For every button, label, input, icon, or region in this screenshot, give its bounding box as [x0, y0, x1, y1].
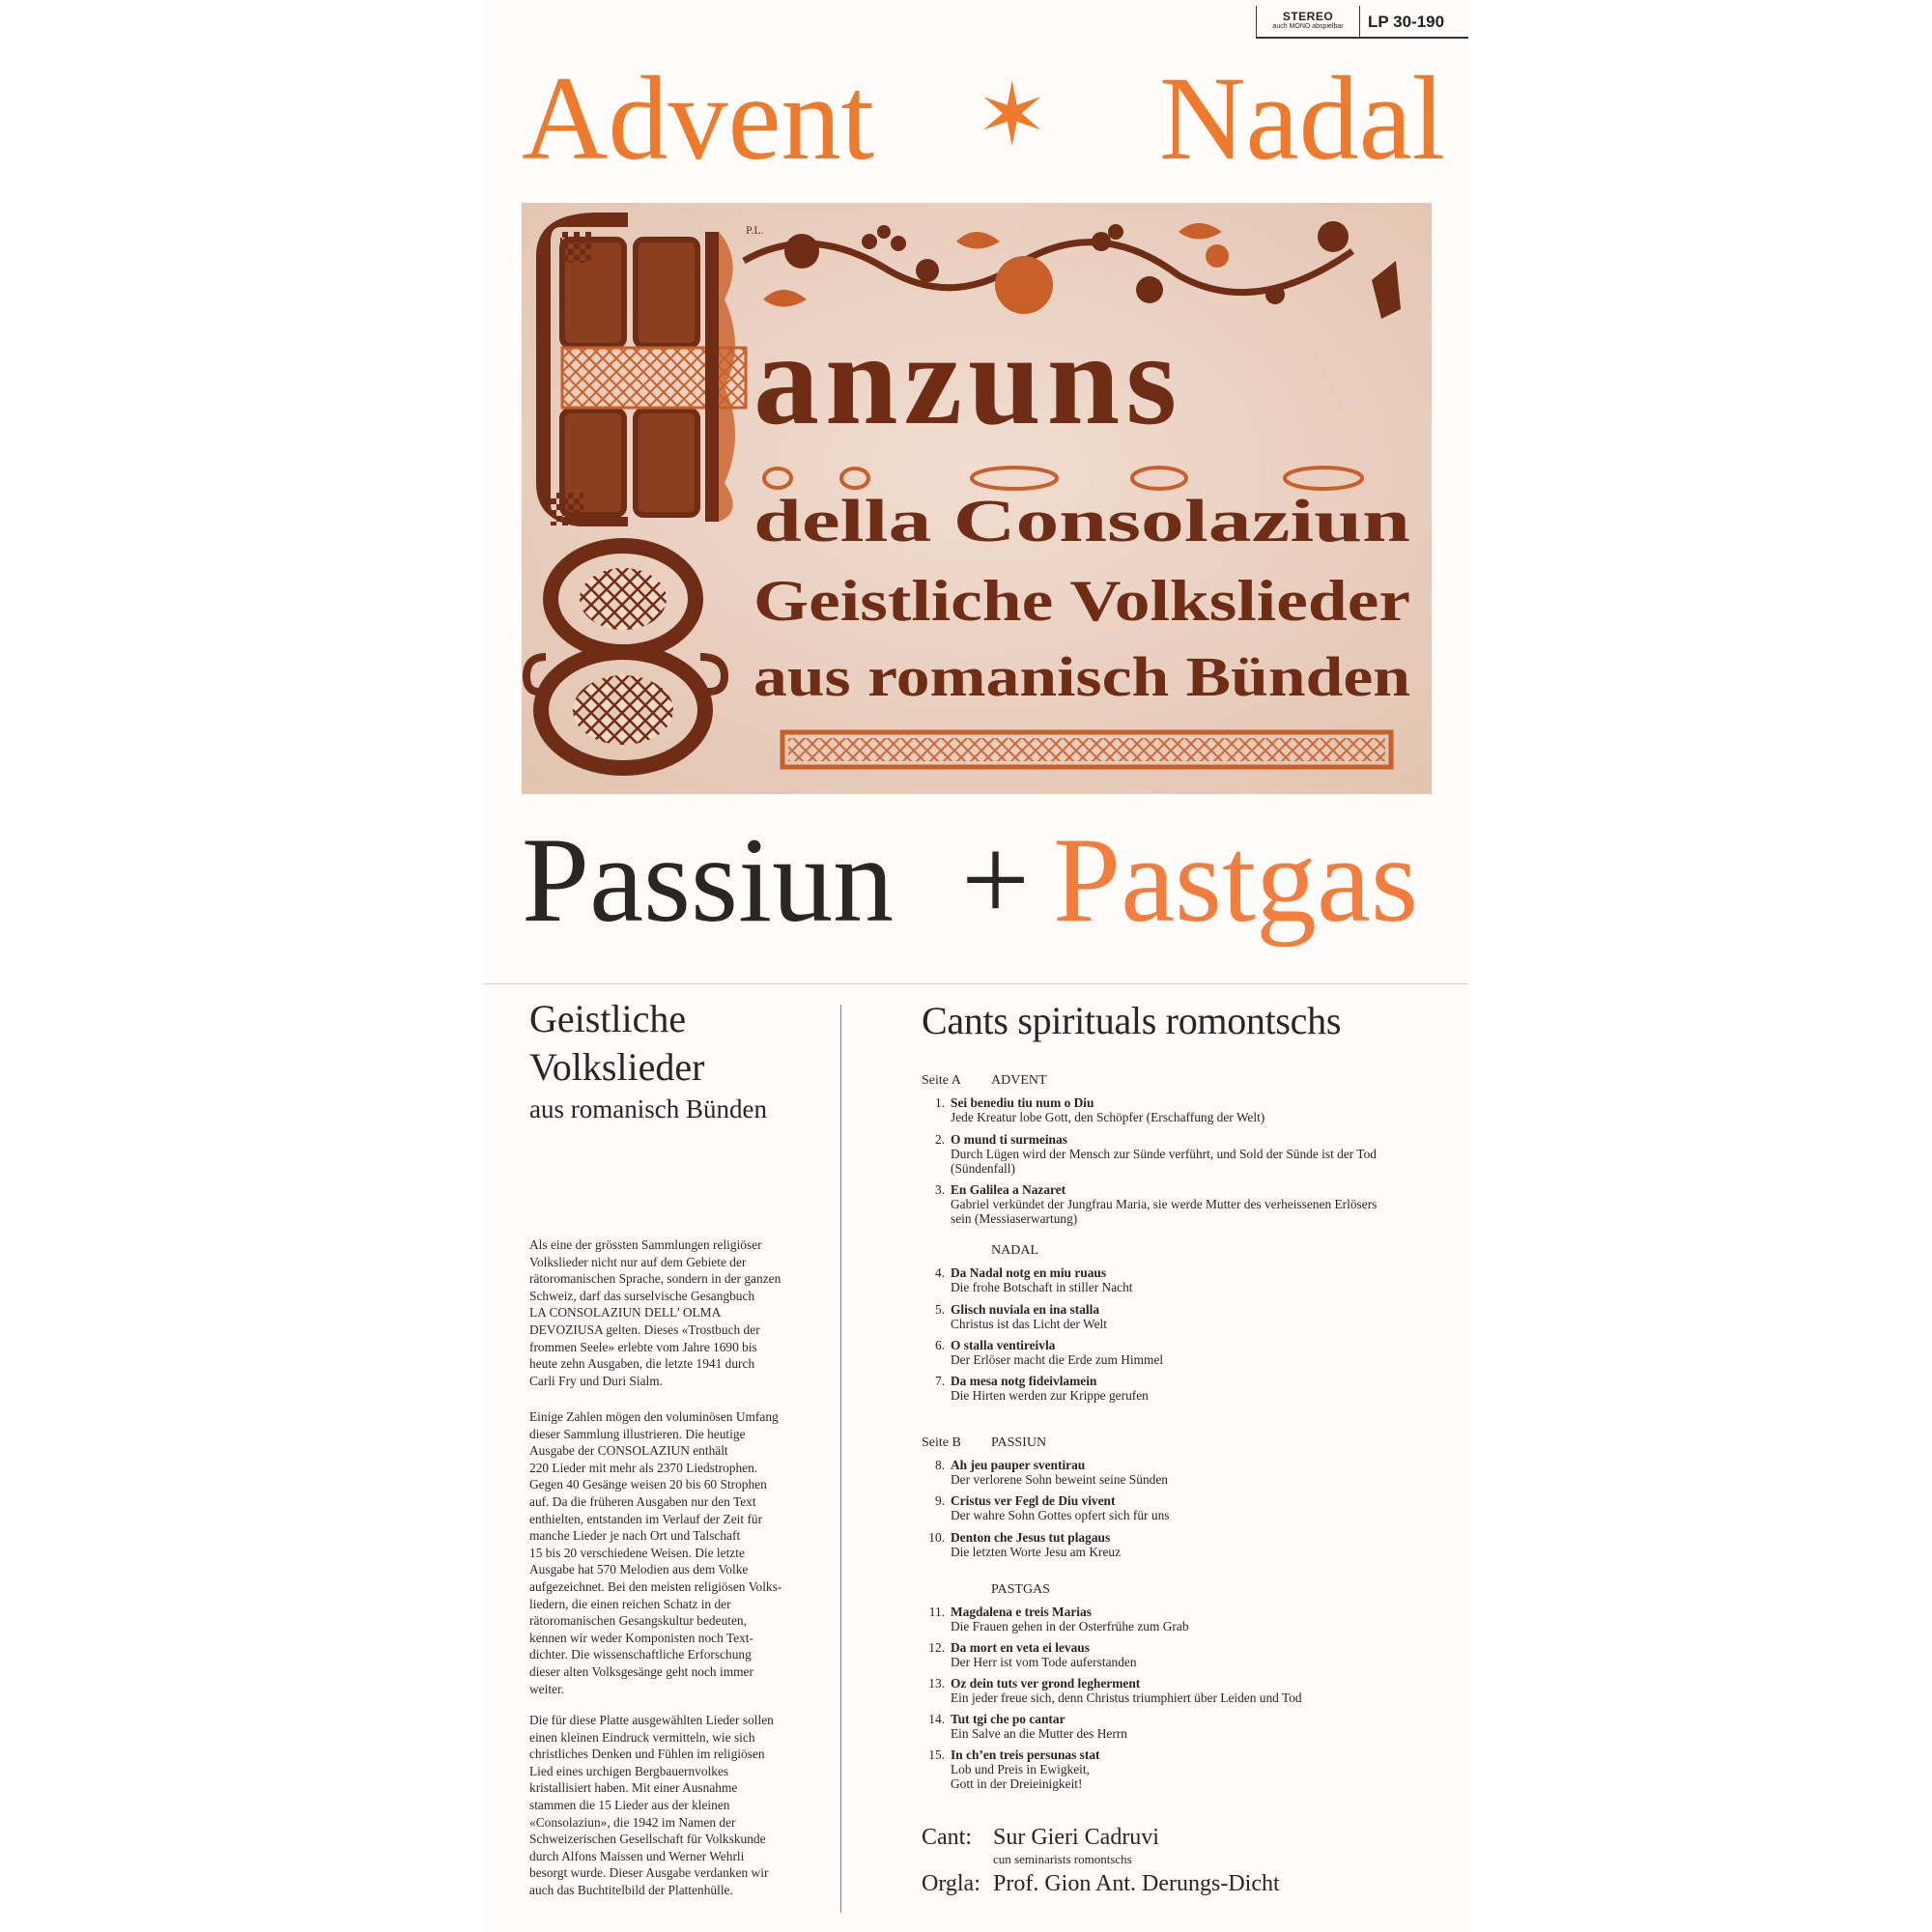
credit-value: Sur Gieri Cadruvi — [993, 1825, 1159, 1850]
para2-line: 220 Lieder mit mehr als 2370 Liedstrophen. — [529, 1460, 758, 1475]
track-description: Jede Kreatur lobe Gott, den Schöpfer (Erschaffung der Welt) — [951, 1110, 1265, 1124]
art-line-1: anzuns — [753, 307, 1183, 452]
credit-orgla — [922, 1870, 1463, 1897]
para1-line: Als eine der grössten Sammlungen religiöser — [529, 1237, 762, 1252]
para3-line: Lied eines urchigen Bergbauernvolkes — [529, 1763, 729, 1778]
para2-line: dichter. Die wissenschaftliche Erforschung — [529, 1647, 752, 1662]
track-description: (Sündenfall) — [951, 1161, 1015, 1176]
para2-line: aufgezeichnet. Bei den meisten religiösen Volks- — [529, 1578, 782, 1594]
para3-line: kristallisiert haben. Mit einer Ausnahme — [529, 1780, 738, 1796]
track-number: 11. — [928, 1605, 945, 1619]
para3-line: christliches Denken und Fühlen im religiösen — [529, 1747, 765, 1762]
left-subheading: aus romanisch Bünden — [529, 1094, 767, 1123]
artist-mark: P.L. — [746, 223, 764, 237]
track-description: Der wahre Sohn Gottes opfert sich für uns — [951, 1508, 1170, 1522]
para1-line: heute zehn Ausgaben, die letzte 1941 durch — [529, 1356, 755, 1372]
title-nadal: Nadal — [1159, 52, 1446, 185]
track-description: Die Hirten werden zur Krippe gerufen — [951, 1388, 1149, 1403]
title-pastgas: Pastgas — [1053, 813, 1418, 948]
track-number: 8. — [934, 1458, 945, 1472]
para1-line: frommen Seele» erlebte vom Jahre 1690 bis — [529, 1339, 757, 1354]
para2-line: Einige Zahlen mögen den voluminösen Umfang — [529, 1409, 779, 1424]
track-item — [922, 1302, 1463, 1331]
stereo-text: STEREO — [1282, 10, 1334, 23]
track-item — [922, 1712, 1463, 1741]
right-heading: Cants spirituals romontschs — [922, 999, 1342, 1042]
track-title: Da mort en veta ei levaus — [951, 1640, 1090, 1655]
para2-line: Gegen 40 Gesänge weisen 20 bis 60 Strophen — [529, 1477, 767, 1492]
para2-line: dieser alten Volksgesänge geht noch immer — [529, 1663, 753, 1679]
track-item — [922, 1747, 1463, 1791]
section-pastgas — [991, 1582, 1050, 1598]
track-item — [922, 1530, 1463, 1559]
cover-artwork — [522, 203, 1432, 794]
left-heading-1: Geistliche — [529, 997, 687, 1040]
track-number: 13. — [928, 1676, 945, 1690]
para3-line: stammen die 15 Lieder aus der kleinen — [529, 1797, 730, 1812]
para3-line: «Consolaziun», die 1942 im Namen der — [529, 1814, 736, 1830]
format-badge — [1256, 6, 1468, 39]
track-item — [922, 1676, 1463, 1705]
para1-line: rätoromanischen Sprache, sondern in der ganzen — [529, 1271, 781, 1287]
para1-line: Volkslieder nicht nur auf dem Gebiete der — [529, 1254, 747, 1269]
track-number: 5. — [934, 1302, 945, 1317]
track-number: 10. — [928, 1530, 945, 1545]
track-description: Der Herr ist vom Tode auferstanden — [951, 1655, 1137, 1669]
track-item — [922, 1338, 1463, 1367]
section-nadal — [991, 1243, 1038, 1259]
credits — [922, 1824, 1463, 1897]
para3-line: durch Alfons Maissen und Werner Wehrli — [529, 1848, 745, 1863]
track-title: Denton che Jesus tut plagaus — [951, 1530, 1111, 1545]
track-description: Lob und Preis in Ewigkeit, — [951, 1762, 1090, 1776]
para2-line: manche Lieder je nach Ort und Talschaft — [529, 1528, 741, 1544]
title-passiun: Passiun — [522, 813, 895, 948]
column-divider — [840, 1005, 841, 1913]
track-item — [922, 1493, 1463, 1522]
track-item — [922, 1605, 1463, 1634]
para3-line: Schweizerischen Gesellschaft für Volkskunde — [529, 1832, 766, 1847]
para1-line: DEVOZIUSA gelten. Dieses «Trostbuch der — [529, 1321, 760, 1337]
para2-line: liedern, die einen reichen Schatz in der — [529, 1596, 731, 1611]
track-item — [922, 1640, 1463, 1669]
para1-line: LA CONSOLAZIUN DELL’ OLMA — [529, 1305, 722, 1321]
para2-line: enthielten, entstanden im Verlauf der Zeit für — [529, 1511, 763, 1526]
section-label: PASSIUN — [991, 1435, 1047, 1450]
track-number: 15. — [928, 1747, 945, 1762]
credit-label: Orgla: — [922, 1871, 980, 1896]
section-seite-b — [922, 1435, 1046, 1451]
para2-line: Ausgabe hat 570 Melodien aus dem Volke — [529, 1562, 749, 1577]
credit-cant — [922, 1824, 1463, 1851]
title-bottom — [522, 813, 1468, 949]
horizontal-divider — [483, 983, 1468, 984]
side-label: Seite A — [922, 1073, 961, 1088]
left-heading-2: Volkslieder — [529, 1045, 705, 1089]
track-item — [922, 1095, 1463, 1124]
para2-line: Ausgabe der CONSOLAZIUN enthält — [529, 1443, 728, 1459]
track-item — [922, 1458, 1463, 1487]
track-description: Durch Lügen wird der Mensch zur Sünde verführt, und Sold der Sünde ist der Tod — [951, 1147, 1377, 1161]
initial-c-ornament — [536, 213, 746, 526]
track-description: Die frohe Botschaft in stiller Nacht — [951, 1280, 1133, 1294]
section-label: PASTGAS — [991, 1582, 1050, 1597]
track-title: Ah jeu pauper sventirau — [951, 1458, 1086, 1472]
para2-line: dieser Sammlung illustrieren. Die heutige — [529, 1426, 746, 1441]
track-description: Gabriel verkündet der Jungfrau Maria, sie werde Mutter des verheissenen Erlösers — [951, 1197, 1378, 1211]
track-number: 14. — [928, 1712, 945, 1726]
track-item — [922, 1374, 1463, 1403]
track-item — [922, 1132, 1463, 1176]
track-title: Da Nadal notg en miu ruaus — [951, 1265, 1107, 1280]
track-number: 7. — [934, 1374, 945, 1388]
right-column — [922, 995, 1463, 1791]
para2-line: auf. Da die früheren Ausgaben nur den Text — [529, 1493, 756, 1509]
title-plus: + — [961, 813, 1031, 948]
title-advent: Advent — [522, 52, 875, 185]
track-item — [922, 1265, 1463, 1294]
track-title: Glisch nuviala en ina stalla — [951, 1302, 1100, 1317]
art-line-4: aus romanisch Bünden — [753, 645, 1410, 708]
art-line-2: della Consolaziun — [753, 489, 1410, 554]
title-top — [522, 52, 1449, 185]
credit-label: Cant: — [922, 1825, 972, 1850]
intro-paragraph-2 — [529, 1408, 781, 1697]
track-description: sein (Messiaserwartung) — [951, 1211, 1078, 1226]
track-number: 3. — [934, 1182, 945, 1197]
track-description: Christus ist das Licht der Welt — [951, 1317, 1107, 1331]
track-title: Da mesa notg fideivlamein — [951, 1374, 1097, 1388]
intro-paragraph-3 — [529, 1712, 774, 1899]
track-description: Ein jeder freue sich, denn Christus triumphiert über Leiden und Tod — [951, 1690, 1302, 1705]
art-line-3: Geistliche Volkslieder — [753, 569, 1410, 633]
para3-line: auch das Buchtitelbild der Plattenhülle. — [529, 1882, 733, 1897]
para1-line: Schweiz, darf das surselvische Gesangbuch — [529, 1288, 755, 1303]
intro-paragraph-1 — [529, 1236, 781, 1389]
track-number: 1. — [934, 1095, 945, 1110]
left-column — [529, 995, 829, 1897]
record-sleeve — [483, 0, 1468, 1932]
star-icon: ✶ — [976, 69, 1049, 164]
credit-value: Prof. Gion Ant. Derungs-Dicht — [993, 1871, 1280, 1896]
track-title: Cristus ver Fegl de Diu vivent — [951, 1493, 1116, 1508]
para2-line: kennen wir weder Komponisten noch Text- — [529, 1630, 753, 1645]
track-title: Magdalena e treis Marias — [951, 1605, 1092, 1619]
track-description: Die letzten Worte Jesu am Kreuz — [951, 1545, 1122, 1559]
track-title: En Galilea a Nazaret — [951, 1182, 1066, 1197]
track-title: Sei benediu tiu num o Diu — [951, 1095, 1094, 1110]
track-description: Der Erlöser macht die Erde zum Himmel — [951, 1352, 1164, 1367]
para1-line: Carli Fry und Duri Sialm. — [529, 1373, 663, 1388]
track-number: 12. — [928, 1640, 945, 1655]
section-seite-a — [922, 1073, 1047, 1089]
section-label: ADVENT — [991, 1073, 1047, 1088]
track-title: Tut tgi che po cantar — [951, 1712, 1065, 1726]
para2-line: rätoromanischen Gesangskultur bedeuten, — [529, 1613, 747, 1629]
para2-line: weiter. — [529, 1681, 565, 1696]
track-title: In ch’en treis persunas stat — [951, 1747, 1100, 1762]
track-description: Gott in der Dreieinigkeit! — [951, 1776, 1083, 1791]
track-number: 2. — [934, 1132, 945, 1147]
track-number: 4. — [934, 1265, 945, 1280]
para3-line: besorgt wurde. Dieser Ausgabe verdanken wir — [529, 1865, 769, 1881]
track-number: 9. — [934, 1493, 945, 1508]
track-description: Der verlorene Sohn beweint seine Sünden — [951, 1472, 1168, 1487]
track-title: Oz dein tuts ver grond legherment — [951, 1676, 1141, 1690]
track-title: O stalla ventireivla — [951, 1338, 1056, 1352]
side-label: Seite B — [922, 1435, 961, 1450]
catalog-number: LP 30-190 — [1368, 13, 1445, 31]
stereo-label — [1256, 6, 1360, 37]
para3-line: einen kleinen Eindruck vermitteln, wie sich — [529, 1729, 755, 1745]
track-title: O mund ti surmeinas — [951, 1132, 1067, 1147]
mono-text: auch MONO abspielbar — [1272, 23, 1344, 30]
track-number: 6. — [934, 1338, 945, 1352]
track-item — [922, 1182, 1463, 1226]
credit-subline: cun seminarists romontschs — [993, 1852, 1132, 1866]
para3-line: Die für diese Platte ausgewählten Lieder sollen — [529, 1713, 774, 1727]
track-description: Ein Salve an die Mutter des Herrn — [951, 1726, 1127, 1741]
para2-line: 15 bis 20 verschiedene Weisen. Die letzte — [529, 1545, 745, 1560]
section-label: NADAL — [991, 1243, 1038, 1258]
track-description: Die Frauen gehen in der Osterfrühe zum Grab — [951, 1619, 1189, 1634]
